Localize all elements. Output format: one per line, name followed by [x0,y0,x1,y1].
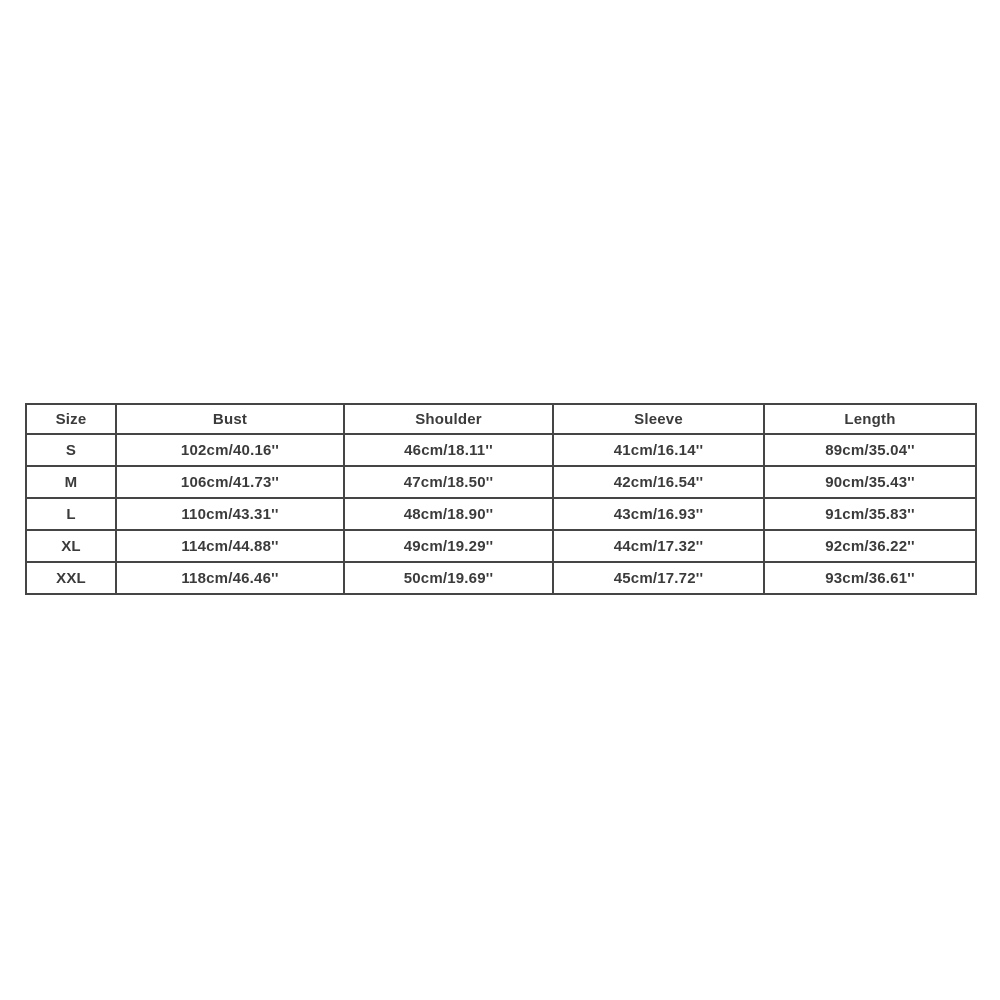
cell-shoulder: 46cm/18.11'' [344,434,553,466]
cell-length: 90cm/35.43'' [764,466,976,498]
header-cell-bust: Bust [116,404,344,434]
header-row [26,404,976,434]
header-cell-size: Size [26,404,116,434]
cell-size: XXL [26,562,116,594]
cell-sleeve: 43cm/16.93'' [553,498,764,530]
cell-size: S [26,434,116,466]
size-chart-body [26,434,976,594]
cell-shoulder: 47cm/18.50'' [344,466,553,498]
cell-length: 92cm/36.22'' [764,530,976,562]
table-row-m [26,466,976,498]
cell-bust: 106cm/41.73'' [116,466,344,498]
cell-size: M [26,466,116,498]
cell-length: 89cm/35.04'' [764,434,976,466]
cell-shoulder: 49cm/19.29'' [344,530,553,562]
header-cell-length: Length [764,404,976,434]
cell-sleeve: 42cm/16.54'' [553,466,764,498]
cell-shoulder: 48cm/18.90'' [344,498,553,530]
cell-bust: 118cm/46.46'' [116,562,344,594]
size-chart-table [25,403,977,595]
cell-bust: 110cm/43.31'' [116,498,344,530]
table-row-s [26,434,976,466]
cell-size: L [26,498,116,530]
header-cell-sleeve: Sleeve [553,404,764,434]
table-row-xxl [26,562,976,594]
cell-length: 93cm/36.61'' [764,562,976,594]
cell-size: XL [26,530,116,562]
cell-bust: 102cm/40.16'' [116,434,344,466]
cell-bust: 114cm/44.88'' [116,530,344,562]
cell-length: 91cm/35.83'' [764,498,976,530]
cell-sleeve: 41cm/16.14'' [553,434,764,466]
header-cell-shoulder: Shoulder [344,404,553,434]
size-chart-header [26,404,976,434]
table-row-xl [26,530,976,562]
table-row-l [26,498,976,530]
cell-shoulder: 50cm/19.69'' [344,562,553,594]
cell-sleeve: 45cm/17.72'' [553,562,764,594]
cell-sleeve: 44cm/17.32'' [553,530,764,562]
